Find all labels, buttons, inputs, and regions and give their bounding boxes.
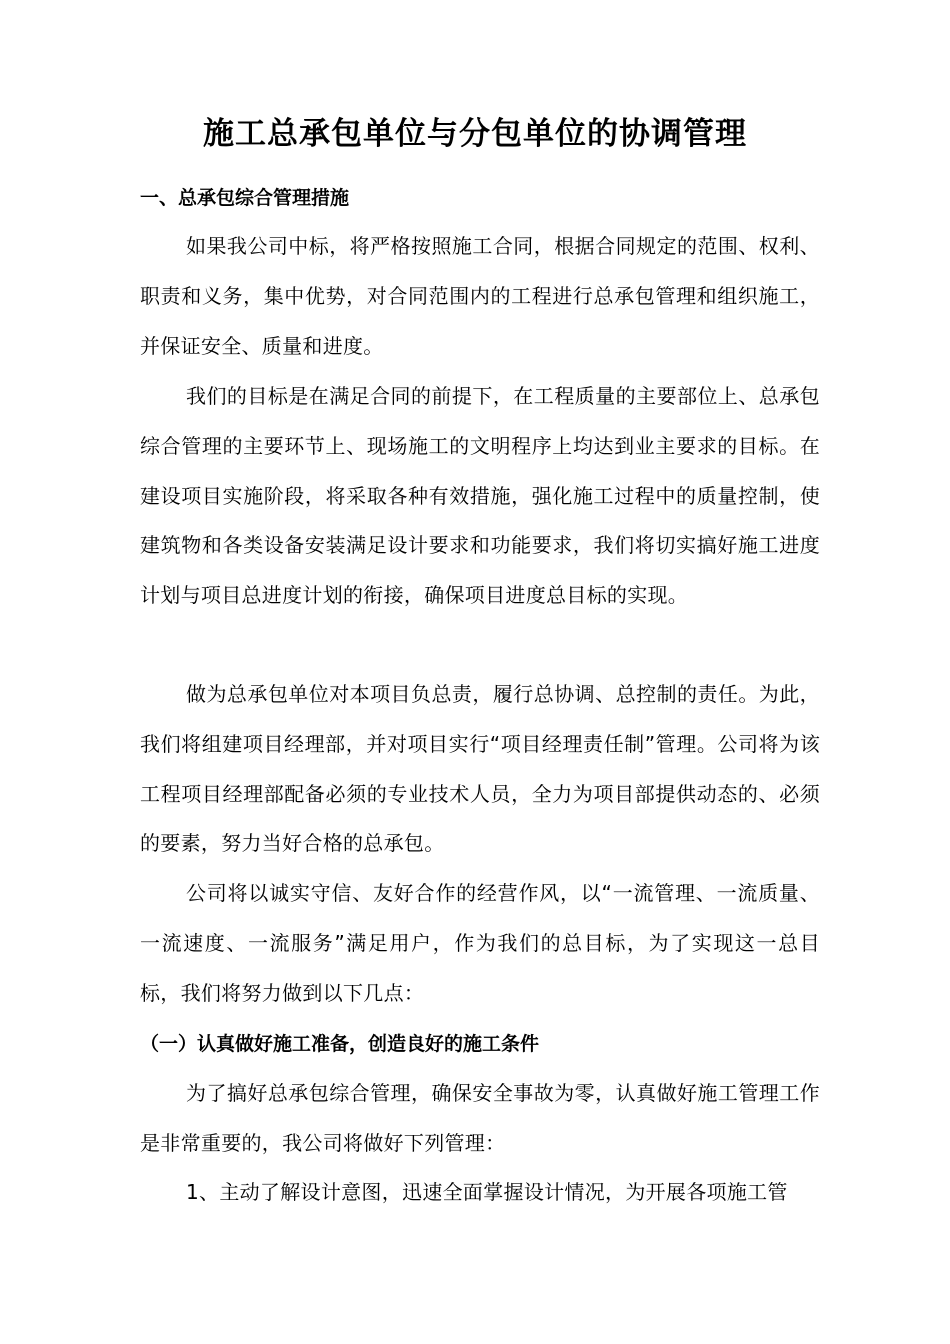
paragraph: 我们的目标是在满足合同的前提下，在工程质量的主要部位上、总承包综合管理的主要环节上、现场施工的文明程序上均达到业主要求的目标。在建设项目实施阶段，将采取各种有效措施，强化施工过程中的质量控制，使建筑物和各类设备安装满足设计要求和功能要求，我们将切实搞好施工进度计划与项目总进度计划的衔接，确保项目进度总目标的实现。 bbox=[140, 384, 820, 608]
paragraph: 公司将以诚实守信、友好合作的经营作风，以“一流管理、一流质量、一流速度、一流服务”满足用户，作为我们的总目标，为了实现这一总目标，我们将努力做到以下几点： bbox=[140, 881, 820, 1005]
document-title: 施工总承包单位与分包单位的协调管理 bbox=[203, 116, 747, 152]
section-heading: 一、总承包综合管理措施 bbox=[140, 187, 350, 209]
paragraph: 1、主动了解设计意图，迅速全面掌握设计情况，为开展各项施工管 bbox=[186, 1180, 788, 1204]
paragraph: 为了搞好总承包综合管理，确保安全事故为零，认真做好施工管理工作是非常重要的，我公司将做好下列管理： bbox=[140, 1081, 820, 1155]
paragraph: 如果我公司中标，将严格按照施工合同，根据合同规定的范围、权利、职责和义务，集中优势，对合同范围内的工程进行总承包管理和组织施工，并保证安全、质量和进度。 bbox=[140, 234, 820, 358]
subsection-heading: （一）认真做好施工准备，创造良好的施工条件 bbox=[140, 1033, 540, 1055]
paragraph: 做为总承包单位对本项目负总责，履行总协调、总控制的责任。为此，我们将组建项目经理部，并对项目实行“项目经理责任制”管理。公司将为该工程项目经理部配备必须的专业技术人员，全力为项目部提供动态的、必须的要素，努力当好合格的总承包。 bbox=[140, 682, 820, 856]
